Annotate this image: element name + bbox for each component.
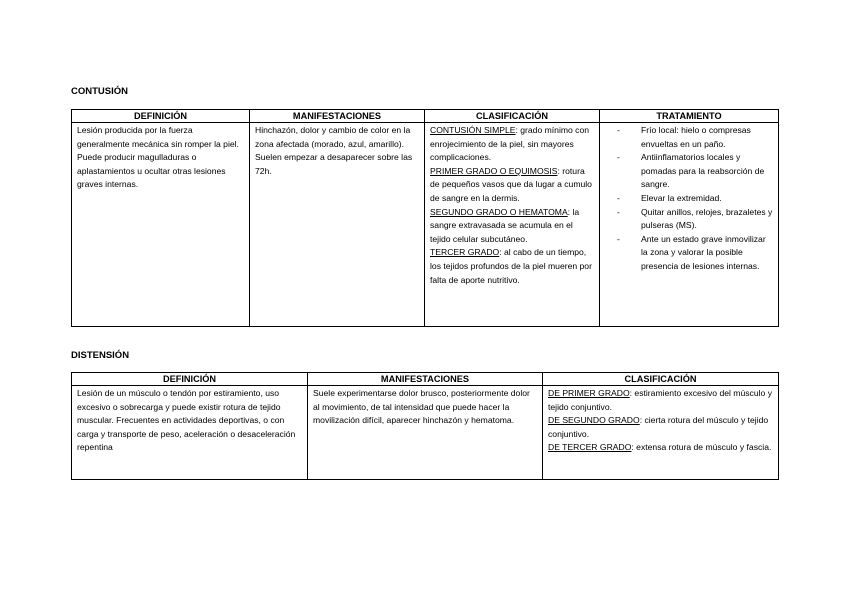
classification-text: : estiramiento excesivo del músculo y tejido conjuntivo. [548, 388, 772, 412]
classification-term: TERCER GRADO [430, 247, 500, 258]
treatment-item: - Antiinflamatorios locales y pomadas para la reabsorción de sangre. [641, 151, 773, 192]
contusion-header-definition: DEFINICIÓN [72, 110, 250, 123]
distension-definition: Lesión de un músculo o tendón por estiramiento, uso excesivo o sobrecarga y puede existir rotura de tejido muscular. Frecuentes en actividades deportivas, o con carga y transporte de peso, aceleración o desaceleración repentina [72, 386, 308, 480]
distension-table [71, 372, 779, 480]
classification-term: DE TERCER GRADO [548, 442, 632, 453]
classification-entry [548, 387, 773, 414]
classification-text: : cierta rotura del músculo y tejido conjuntivo. [548, 415, 769, 439]
contusion-title: CONTUSIÓN [71, 86, 128, 97]
distension-header-classification: CLASIFICACIÓN [543, 373, 779, 386]
contusion-header-classification: CLASIFICACIÓN [425, 110, 600, 123]
contusion-definition: Lesión producida por la fuerza generalmente mecánica sin romper la piel. Puede producir magulladuras o aplastamientos u ocultar otras lesiones graves internas. [72, 123, 250, 327]
contusion-treatment [600, 123, 779, 327]
distension-header-definition: DEFINICIÓN [72, 373, 308, 386]
treatment-item: - Elevar la extremidad. [641, 192, 773, 206]
classification-entry [430, 124, 594, 165]
distension-body-row [72, 386, 779, 480]
classification-entry [430, 165, 594, 206]
distension-title: DISTENSIÓN [71, 350, 130, 361]
classification-text: : rotura de pequeños vasos que da lugar a cumulo de sangre en la dermis. [430, 165, 592, 203]
treatment-list [605, 124, 773, 274]
classification-entry [548, 414, 773, 441]
classification-term: SEGUNDO GRADO O HEMATOMA [430, 206, 568, 217]
treatment-item: - Quitar anillos, relojes, brazaletes y pulseras (MS). [641, 206, 773, 233]
classification-entry [430, 206, 594, 247]
distension-manifestations: Suele experimentarse dolor brusco, posteriormente dolor al movimiento, de tal intensidad que puede hacer la movilización difícil, aparecer hinchazón y hematoma. [308, 386, 543, 480]
classification-text: : la sangre extravasada se acumula en el tejido celular subcutáneo. [430, 206, 580, 244]
contusion-classification [425, 123, 600, 327]
classification-text: : extensa rotura de músculo y fascia. [631, 442, 772, 453]
classification-term: DE SEGUNDO GRADO [548, 415, 640, 426]
contusion-body-row [72, 123, 779, 327]
classification-entry [548, 441, 773, 455]
distension-classification [543, 386, 779, 480]
distension-header-manifestations: MANIFESTACIONES [308, 373, 543, 386]
classification-term: PRIMER GRADO O EQUIMOSIS [430, 165, 558, 176]
contusion-header-row [72, 110, 779, 123]
classification-term: CONTUSIÓN SIMPLE [430, 125, 516, 135]
contusion-header-manifestations: MANIFESTACIONES [250, 110, 425, 123]
classification-text: : grado mínimo con enrojecimiento de la piel, sin mayores complicaciones. [430, 125, 590, 163]
contusion-header-treatment: TRATAMIENTO [600, 110, 779, 123]
classification-entry [430, 246, 594, 287]
classification-text: : al cabo de un tiempo, los tejidos profundos de la piel mueren por falta de aporte nutritivo. [430, 247, 592, 285]
contusion-manifestations: Hinchazón, dolor y cambio de color en la zona afectada (morado, azul, amarillo). Suelen empezar a desaparecer sobre las 72h. [250, 123, 425, 327]
treatment-item: - Ante un estado grave inmovilizar la zona y valorar la posible presencia de lesiones internas. [641, 233, 773, 274]
contusion-table [71, 109, 779, 327]
distension-header-row [72, 373, 779, 386]
classification-term: DE PRIMER GRADO [548, 388, 630, 398]
treatment-item: - Frío local: hielo o compresas envueltas en un paño. [641, 124, 773, 151]
